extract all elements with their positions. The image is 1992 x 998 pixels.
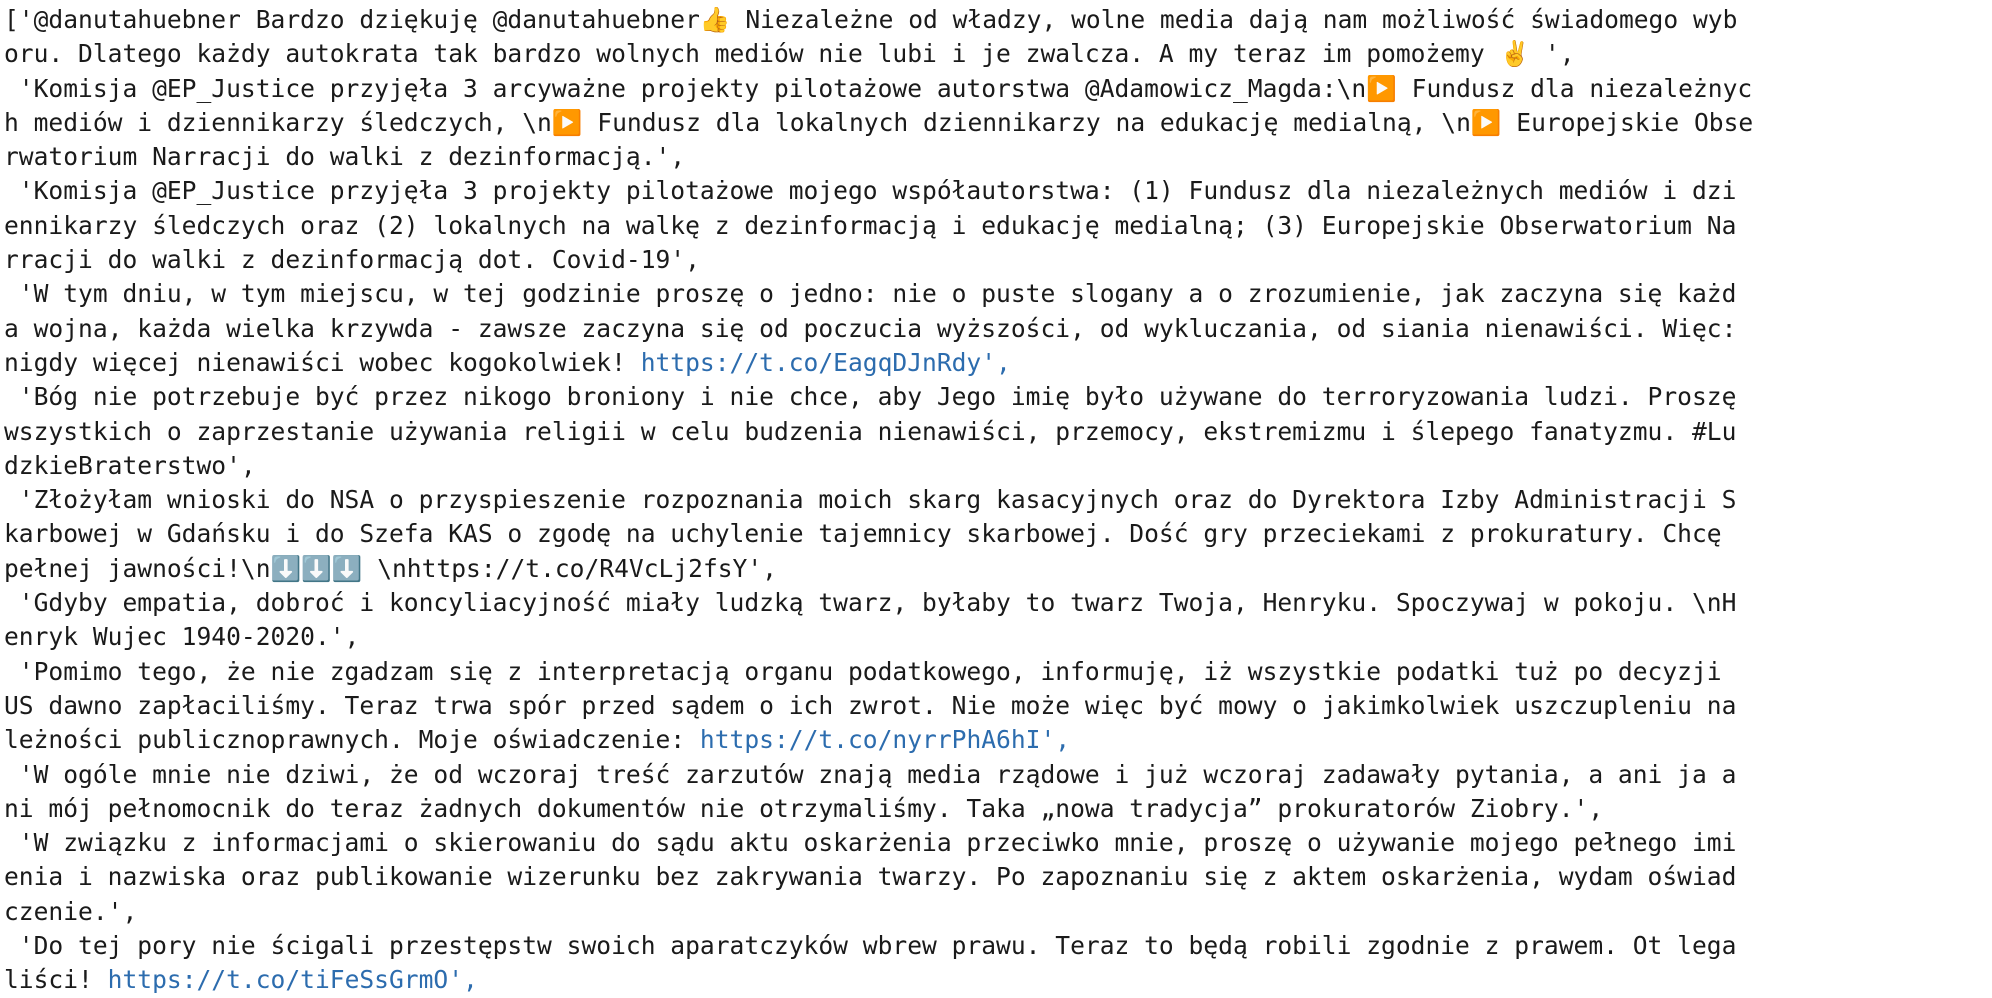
output-line bbox=[4, 209, 1984, 243]
output-text: a wojna, każda wielka krzywda - zawsze zaczyna się od poczucia wyższości, od wykluczania, od siania nienawiści. Więc: bbox=[4, 313, 1737, 343]
output-text: oru. Dlatego każdy autokrata tak bardzo wolnych mediów nie lubi i je zwalcza. A my teraz im pomożemy ✌️ ', bbox=[4, 39, 1575, 69]
output-line bbox=[4, 586, 1984, 620]
output-line bbox=[4, 758, 1984, 792]
output-text: enia i nazwiska oraz publikowanie wizerunku bez zakrywania twarzy. Po zapoznaniu się z aktem oskarżenia, wydam oświad bbox=[4, 862, 1737, 892]
output-text: US dawno zapłaciliśmy. Teraz trwa spór przed sądem o ich zwrot. Nie może więc być mowy o jakimkolwiek uszczupleniu na bbox=[4, 690, 1737, 720]
output-text: dzkieBraterstwo', bbox=[4, 450, 256, 480]
output-line bbox=[4, 655, 1984, 689]
output-text: leżności publicznoprawnych. Moje oświadczenie: bbox=[4, 725, 700, 755]
output-line bbox=[4, 415, 1984, 449]
output-line bbox=[4, 37, 1984, 71]
output-line bbox=[4, 174, 1984, 208]
output-line bbox=[4, 483, 1984, 517]
output-text: karbowej w Gdańsku i do Szefa KAS o zgodę na uchylenie tajemnicy skarbowej. Dość gry przeciekami z prokuratury. Chcę bbox=[4, 519, 1722, 549]
output-line bbox=[4, 929, 1984, 963]
text-output bbox=[4, 3, 1984, 998]
output-text: pełnej jawności!\n⬇️⬇️⬇️ \nhttps://t.co/R4VcLj2fsY', bbox=[4, 553, 777, 583]
output-line bbox=[4, 277, 1984, 311]
output-text: 'Bóg nie potrzebuje być przez nikogo broniony i nie chce, aby Jego imię było używane do terroryzowania ludzi. Proszę bbox=[4, 382, 1737, 412]
output-line bbox=[4, 517, 1984, 551]
tweet-link[interactable]: https://t.co/EagqDJnRdy', bbox=[640, 347, 1011, 377]
output-line bbox=[4, 312, 1984, 346]
output-text: wszystkich o zaprzestanie używania religii w celu budzenia nienawiści, przemocy, ekstremizmu i ślepego fanatyzmu. #Lu bbox=[4, 416, 1737, 446]
output-text: rracji do walki z dezinformacją dot. Covid-19', bbox=[4, 245, 700, 275]
output-line bbox=[4, 723, 1984, 757]
output-text: ['@danutahuebner Bardzo dziękuję @danutahuebner👍 Niezależne od władzy, wolne media dają nam możliwość świadomego wyb bbox=[4, 5, 1738, 34]
output-text: enryk Wujec 1940-2020.', bbox=[4, 622, 360, 652]
output-text: 'W związku z informacjami o skierowaniu do sądu aktu oskarżenia przeciwko mnie, proszę o używanie mojego pełnego imi bbox=[4, 828, 1737, 858]
output-line bbox=[4, 346, 1984, 380]
tweet-link[interactable]: https://t.co/nyrrPhA6hI', bbox=[699, 725, 1071, 755]
output-line bbox=[4, 106, 1984, 140]
output-text: ennikarzy śledczych oraz (2) lokalnych na walkę z dezinformacją i edukację medialną; (3) Europejskie Obserwatorium Na bbox=[4, 210, 1737, 240]
output-text: 'Komisja @EP_Justice przyjęła 3 projekty pilotażowe mojego współautorstwa: (1) Fundusz dla niezależnych mediów i dzi bbox=[4, 176, 1737, 206]
output-text: 'Do tej pory nie ścigali przestępstw swoich aparatczyków wbrew prawu. Teraz to będą robili zgodnie z prawem. Ot lega bbox=[4, 931, 1737, 961]
output-line bbox=[4, 72, 1984, 106]
output-text: 'Pomimo tego, że nie zgadzam się z interpretacją organu podatkowego, informuję, iż wszystkie podatki tuż po decyzji bbox=[4, 656, 1722, 686]
output-text: 'W tym dniu, w tym miejscu, w tej godzinie proszę o jedno: nie o puste slogany a o zrozumienie, jak zaczyna się każd bbox=[4, 279, 1737, 309]
output-text: h mediów i dziennikarzy śledczych, \n▶️ Fundusz dla lokalnych dziennikarzy na edukację medialną, \n▶️ Europejskie Obse bbox=[4, 107, 1754, 137]
output-line bbox=[4, 3, 1984, 37]
output-line bbox=[4, 689, 1984, 723]
output-line bbox=[4, 895, 1984, 929]
output-text: rwatorium Narracji do walki z dezinformacją.', bbox=[4, 142, 686, 172]
output-text: 'Złożyłam wnioski do NSA o przyspieszenie rozpoznania moich skarg kasacyjnych oraz do Dyrektora Izby Administracji S bbox=[4, 485, 1737, 515]
output-line bbox=[4, 449, 1984, 483]
output-text: liści! bbox=[4, 965, 108, 995]
output-line bbox=[4, 963, 1984, 997]
output-line bbox=[4, 860, 1984, 894]
output-line bbox=[4, 826, 1984, 860]
tweet-link[interactable]: https://t.co/tiFeSsGrmO', bbox=[107, 965, 478, 995]
output-line bbox=[4, 140, 1984, 174]
output-text: 'Komisja @EP_Justice przyjęła 3 arcyważne projekty pilotażowe autorstwa @Adamowicz_Magda:\n▶️ Fundusz dla niezależnyc bbox=[4, 73, 1753, 103]
output-line bbox=[4, 380, 1984, 414]
output-line bbox=[4, 243, 1984, 277]
output-line bbox=[4, 552, 1984, 586]
output-line bbox=[4, 792, 1984, 826]
output-text: 'W ogóle mnie nie dziwi, że od wczoraj treść zarzutów znają media rządowe i już wczoraj zadawały pytania, a ani ja a bbox=[4, 759, 1737, 789]
output-text: 'Gdyby empatia, dobroć i koncyliacyjność miały ludzką twarz, byłaby to twarz Twoja, Henryku. Spoczywaj w pokoju. \nH bbox=[4, 588, 1737, 618]
output-text: ni mój pełnomocnik do teraz żadnych dokumentów nie otrzymaliśmy. Taka „nowa tradycja” prokuratorów Ziobry.', bbox=[4, 793, 1604, 823]
output-line bbox=[4, 620, 1984, 654]
output-text: nigdy więcej nienawiści wobec kogokolwiek! bbox=[4, 347, 641, 377]
output-text: czenie.', bbox=[4, 896, 138, 926]
